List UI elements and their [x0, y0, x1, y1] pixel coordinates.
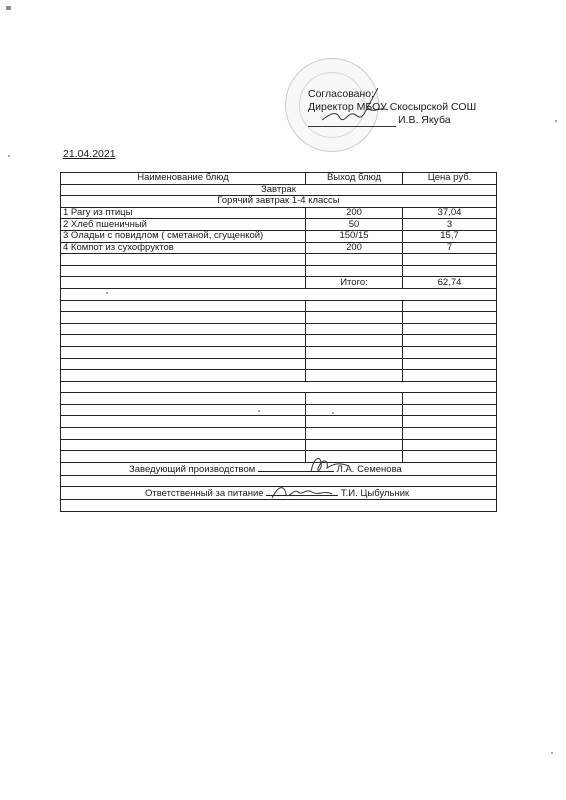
scan-speck [8, 155, 10, 157]
approval-name: И.В. Якуба [398, 114, 451, 126]
footer-responsible-title: Ответственный за питание [145, 488, 264, 500]
footer-row-responsible [61, 487, 497, 500]
footer-row-manager [61, 462, 497, 475]
dish-name: 1 Рагу из птицы [61, 207, 306, 219]
empty-row [61, 254, 497, 266]
dish-name: 4 Компот из сухофруктов [61, 242, 306, 254]
scan-speck [332, 412, 334, 414]
dish-price: 37,04 [403, 207, 497, 219]
col-price: Цена руб. [403, 173, 497, 185]
total-value: 62,74 [403, 277, 497, 289]
empty-row [61, 323, 497, 335]
document-date: 21.04.2021 [63, 148, 116, 160]
footer-manager-name: Л.А. Семенова [336, 463, 402, 475]
dish-output: 200 [306, 242, 403, 254]
empty-row [61, 439, 497, 451]
menu-table [60, 172, 497, 512]
approval-block [308, 88, 476, 127]
empty-row [61, 404, 497, 416]
scan-speck [258, 410, 260, 412]
col-output: Выход блюд [306, 173, 403, 185]
dish-output: 150/15 [306, 230, 403, 242]
empty-row [61, 416, 497, 428]
total-row [61, 277, 497, 289]
empty-row [61, 381, 497, 393]
meal-title: Завтрак [61, 184, 497, 196]
scan-speck [555, 120, 557, 122]
empty-row [61, 370, 497, 382]
approval-title: Согласовано: [308, 88, 375, 100]
dish-name: 2 Хлеб пшеничный [61, 219, 306, 231]
dish-price: 3 [403, 219, 497, 231]
approval-position: Директор МБОУ Скосырской СОШ [308, 101, 477, 113]
scan-speck [106, 292, 108, 294]
header-row [61, 173, 497, 185]
empty-row [61, 265, 497, 277]
meal-subtitle: Горячий завтрак 1-4 классы [61, 196, 497, 208]
empty-row [61, 346, 497, 358]
empty-row [61, 335, 497, 347]
dish-name: 3 Оладьи с повидлом ( сметаной, сгущенкой) [61, 230, 306, 242]
table-row [61, 242, 497, 254]
empty-row [61, 428, 497, 440]
dish-output: 200 [306, 207, 403, 219]
empty-row [61, 300, 497, 312]
empty-row [61, 312, 497, 324]
scan-speck [551, 752, 553, 754]
approval-signature-line [308, 114, 476, 127]
table-row [61, 207, 497, 219]
empty-row [61, 451, 497, 463]
table-row [61, 219, 497, 231]
dish-price: 7 [403, 242, 497, 254]
manager-signature-line [258, 463, 334, 472]
footer-manager-title: Заведующий производством [129, 463, 256, 475]
signature-underline [308, 116, 396, 127]
dish-output: 50 [306, 219, 403, 231]
table-row [61, 230, 497, 242]
empty-row [61, 358, 497, 370]
empty-row [61, 288, 497, 300]
responsible-signature-line [266, 487, 338, 496]
footer-responsible-name: Т.И. Цыбульник [340, 488, 410, 500]
total-label: Итого: [306, 277, 403, 289]
empty-row [61, 393, 497, 405]
empty-row [61, 500, 497, 512]
col-dish-name: Наименование блюд [61, 173, 306, 185]
scan-speck [6, 6, 11, 10]
dish-price: 15,7 [403, 230, 497, 242]
empty-row [61, 475, 497, 487]
